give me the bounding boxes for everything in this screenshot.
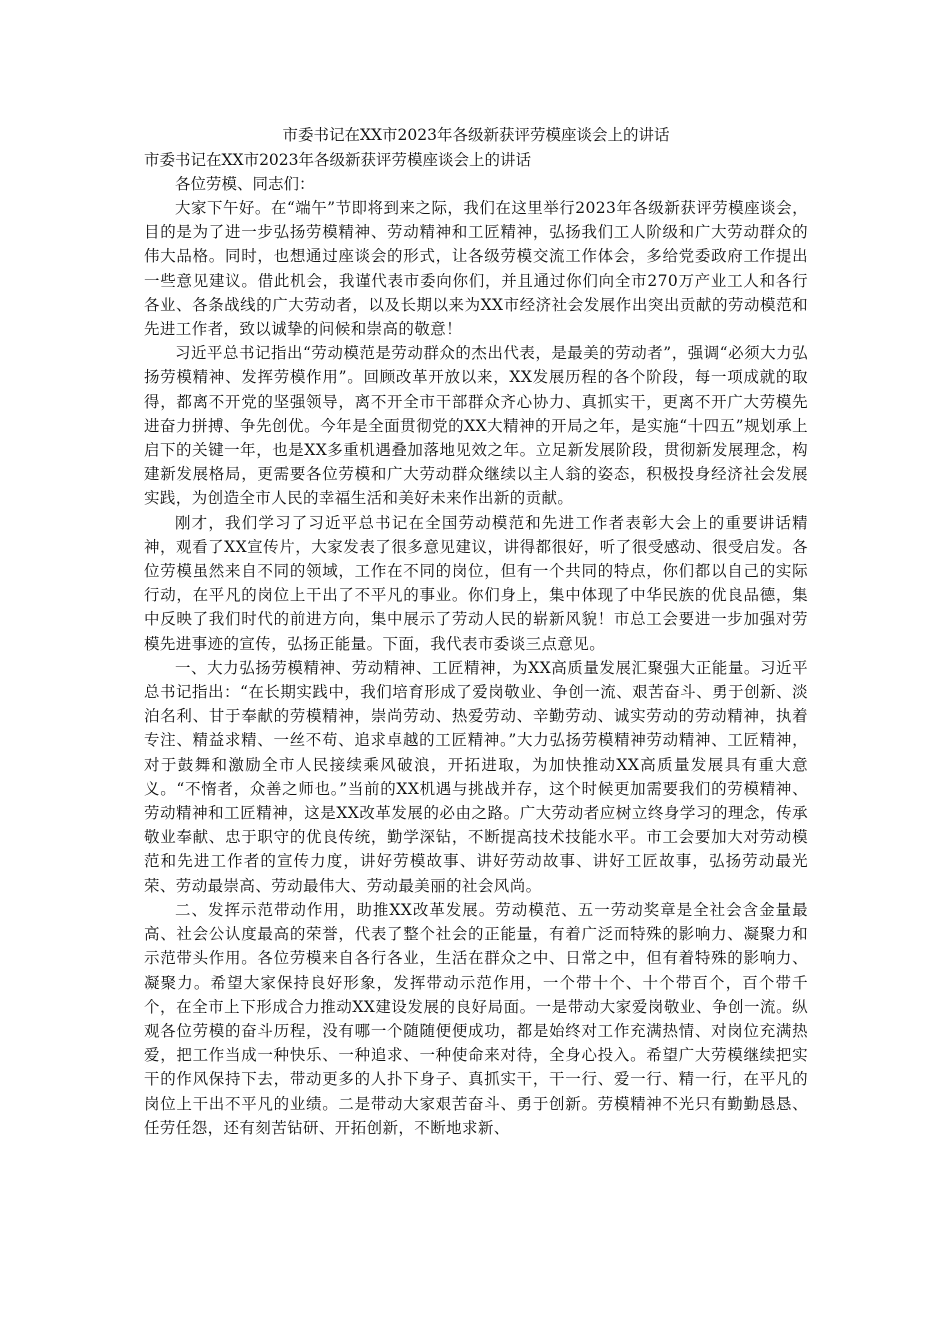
document-title: 市委书记在XX市2023年各级新获评劳模座谈会上的讲话	[282, 126, 670, 144]
paragraph-point-two: 二、发挥示范带动作用，助推XX改革发展。劳动模范、五一劳动奖章是全社会含金量最高、社会公认度最高的荣誉，代表了整个社会的正能量，有着广泛而特殊的影响力、凝聚力和示范带头作用。各位劳模来自各行各业，生活在群众之中、日常之中，但有着特殊的影响力、凝聚力。希望大家保持良好形象，发挥带动示范作用，一个带十个、十个带百个，百个带千个，在全市上下形成合力推动XX建设发展的良好局面。一是带动大家爱岗敬业、争创一流。纵观各位劳模的奋斗历程，没有哪一个随随便便成功，都是始终对工作充满热情、对岗位充满热爱，把工作当成一种快乐、一种追求、一种使命来对待，全身心投入。希望广大劳模继续把实干的作风保持下去，带动更多的人扑下身子、真抓实干，干一行、爱一行、精一行，在平凡的岗位上干出不平凡的业绩。二是带动大家艰苦奋斗、勇于创新。劳模精神不光只有勤勤恳恳、任劳任怨，还有刻苦钻研、开拓创新，不断地求新、	[144, 900, 808, 1137]
paragraph-greeting: 大家下午好。在“端午”节即将到来之际，我们在这里举行2023年各级新获评劳模座谈会，目的是为了进一步弘扬劳模精神、劳动精神和工匠精神，弘扬我们工人阶级和广大劳动群众的伟大品格。同时，也想通过座谈会的形式，让各级劳模交流工作体会，多给党委政府工作提出一些意见建议。借此机会，我谨代表市委向你们，并且通过你们向全市270万产业工人和各行各业、各条战线的广大劳动者，以及长期以来为XX市经济社会发展作出突出贡献的劳动模范和先进工作者，致以诚挚的问候和崇高的敬意！	[144, 199, 808, 339]
document-page	[144, 122, 808, 1140]
paragraph-reflection: 刚才，我们学习了习近平总书记在全国劳动模范和先进工作者表彰大会上的重要讲话精神，观看了XX宣传片，大家发表了很多意见建议，讲得都很好，听了很受感动、很受启发。各位劳模虽然来自不同的领域，工作在不同的岗位，但有一个共同的特点，你们都以自己的实际行动，在平凡的岗位上干出了不平凡的事业。你们身上，集中体现了中华民族的优良品德，集中反映了我们时代的前进方向，集中展示了劳动人民的崭新风貌！市总工会要进一步加强对劳模先进事迹的宣传，弘扬正能量。下面，我代表市委谈三点意见。	[144, 513, 808, 653]
salutation: 各位劳模、同志们：	[175, 175, 315, 193]
paragraph-xi-quote: 习近平总书记指出“劳动模范是劳动群众的杰出代表，是最美的劳动者”，强调“必须大力弘扬劳模精神、发挥劳模作用”。回顾改革开放以来，XX发展历程的各个阶段，每一项成就的取得，都离不开党的坚强领导，离不开全市干部群众齐心协力、真抓实干，更离不开广大劳模先进奋力拼搏、争先创优。今年是全面贯彻党的XX大精神的开局之年，是实施“十四五”规划承上启下的关键一年，也是XX多重机遇叠加落地见效之年。立足新发展阶段，贯彻新发展理念，构建新发展格局，更需要各位劳模和广大劳动群众继续以主人翁的姿态，积极投身经济社会发展实践，为创造全市人民的幸福生活和美好未来作出新的贡献。	[144, 344, 808, 508]
paragraph-point-one: 一、大力弘扬劳模精神、劳动精神、工匠精神，为XX高质量发展汇聚强大正能量。习近平总书记指出：“在长期实践中，我们培育形成了爱岗敬业、争创一流、艰苦奋斗、勇于创新、淡泊名利、甘于奉献的劳模精神，崇尚劳动、热爱劳动、辛勤劳动、诚实劳动的劳动精神，执着专注、精益求精、一丝不苟、追求卓越的工匠精神。”大力弘扬劳模精神劳动精神、工匠精神，对于鼓舞和激励全市人民接续乘风破浪，开拓进取，为加快推动XX高质量发展具有重大意义。“不惰者，众善之师也。”当前的XX机遇与挑战并存，这个时候更加需要我们的劳模精神、劳动精神和工匠精神，这是XX改革发展的必由之路。广大劳动者应树立终身学习的理念，传承敬业奉献、忠于职守的优良传统，勤学深钻，不断提高技术技能水平。市工会要加大对劳动模范和先进工作者的宣传力度，讲好劳模故事、讲好劳动故事、讲好工匠故事，弘扬劳动最光荣、劳动最崇高、劳动最伟大、劳动最美丽的社会风尚。	[144, 658, 808, 895]
document-subtitle: 市委书记在XX市2023年各级新获评劳模座谈会上的讲话	[144, 151, 532, 169]
